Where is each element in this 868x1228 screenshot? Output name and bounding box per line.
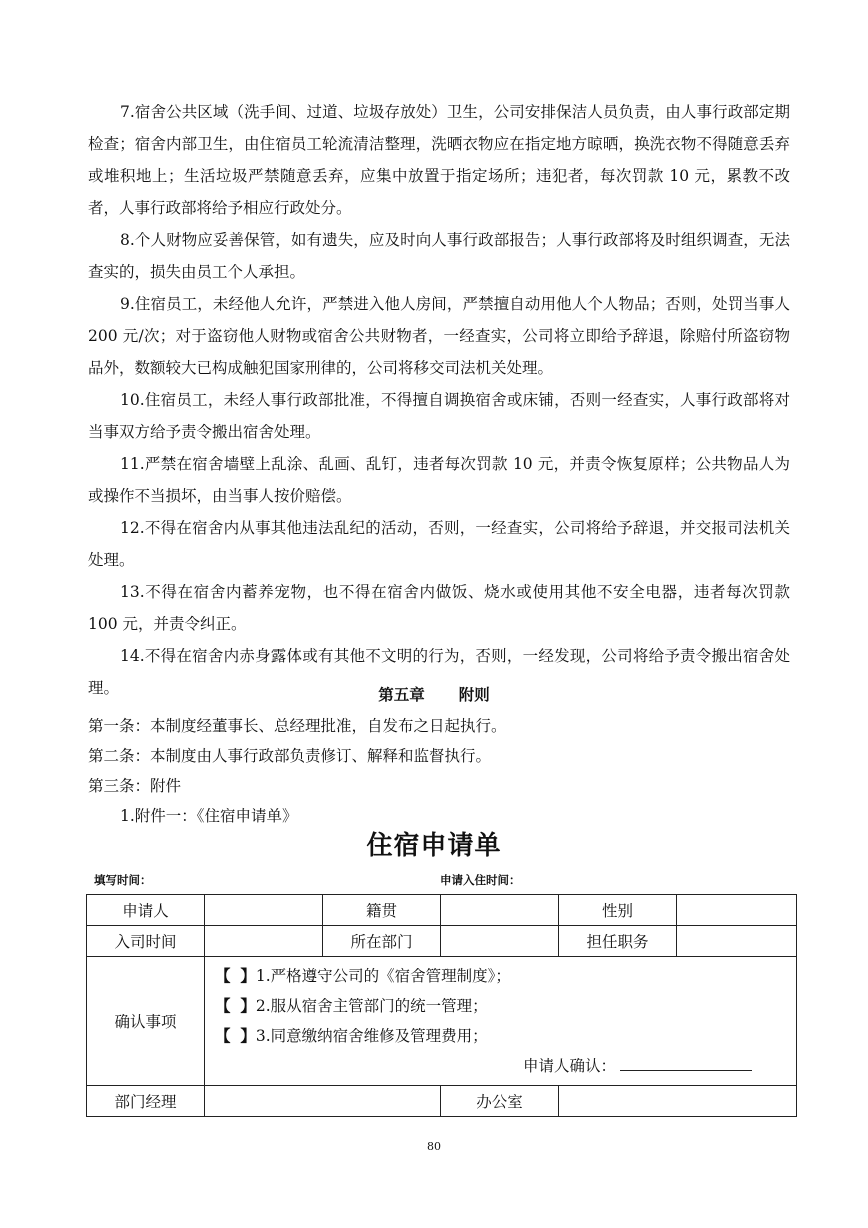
- fill-time-label: 填写时间：: [94, 873, 152, 887]
- confirm-item[interactable]: [215, 961, 788, 991]
- table-row: [87, 957, 797, 1086]
- office-field[interactable]: [559, 1086, 797, 1117]
- confirm-item-text: 3.同意缴纳宿舍维修及管理费用；: [255, 1027, 488, 1045]
- checkbox-open: 【: [215, 997, 231, 1015]
- article-1: 第一条：本制度经董事长、总经理批准，自发布之日起执行。: [88, 717, 507, 735]
- application-form-table: [86, 894, 797, 1117]
- page-number: 80: [427, 1140, 441, 1153]
- chapter-title: 附则: [458, 686, 490, 704]
- rule-10: 10.住宿员工，未经人事行政部批准，不得擅自调换宿舍或床铺，否则一经查实，人事行政部将对当事双方给予责令搬出宿舍处理。: [88, 391, 790, 441]
- gender-label: 性别: [559, 895, 677, 926]
- confirm-item-text: 2.服从宿舍主管部门的统一管理；: [255, 997, 488, 1015]
- position-field[interactable]: [677, 926, 797, 957]
- checkin-time-label: 申请入住时间：: [440, 873, 521, 887]
- confirm-item-text: 1.严格遵守公司的《宿舍管理制度》；: [255, 967, 511, 985]
- gender-field[interactable]: [677, 895, 797, 926]
- checkbox-close: 】: [240, 1027, 256, 1045]
- checkbox-open: 【: [215, 967, 231, 985]
- native-place-label: 籍贯: [323, 895, 441, 926]
- office-label: 办公室: [441, 1086, 559, 1117]
- table-row: [87, 1086, 797, 1117]
- applicant-field[interactable]: [205, 895, 323, 926]
- confirm-items-label: 确认事项: [87, 957, 205, 1086]
- checkbox-close: 】: [240, 997, 256, 1015]
- dept-manager-label: 部门经理: [87, 1086, 205, 1117]
- rule-13: 13.不得在宿舍内蓄养宠物，也不得在宿舍内做饭、烧水或使用其他不安全电器，违者每次罚款 100 元，并责令纠正。: [88, 583, 790, 633]
- applicant-confirm-row: [215, 1051, 788, 1081]
- table-row: [87, 926, 797, 957]
- article-2: 第二条：本制度由人事行政部负责修订、解释和监督执行。: [88, 747, 492, 765]
- entry-date-field[interactable]: [205, 926, 323, 957]
- rule-9: 9.住宿员工，未经他人允许，严禁进入他人房间，严禁擅自动用他人个人物品；否则，处罚当事人 200 元/次；对于盗窃他人财物或宿舍公共财物者，一经查实，公司将立即给予辞退，除赔付所盗窃物品外，数额较大已构成触犯国家刑律的，公司将移交司法机关处理。: [88, 295, 790, 377]
- rule-14: 14.不得在宿舍内赤身露体或有其他不文明的行为，否则，一经发现，公司将给予责令搬出宿舍处理。: [88, 647, 790, 697]
- rule-8: 8.个人财物应妥善保管，如有遗失，应及时向人事行政部报告；人事行政部将及时组织调查，无法查实的，损失由员工个人承担。: [88, 231, 790, 281]
- department-label: 所在部门: [323, 926, 441, 957]
- checkbox-close: 】: [240, 967, 256, 985]
- attachment-line: 1.附件一：《住宿申请单》: [120, 807, 298, 825]
- confirm-items-cell: [205, 957, 797, 1086]
- entry-date-label: 入司时间: [87, 926, 205, 957]
- native-place-field[interactable]: [441, 895, 559, 926]
- rule-7: 7.宿舍公共区域（洗手间、过道、垃圾存放处）卫生，公司安排保洁人员负责，由人事行政部定期检查；宿舍内部卫生，由住宿员工轮流清洁整理，洗晒衣物应在指定地方晾晒，换洗衣物不得随意丢弃或堆积地上；生活垃圾严禁随意丢弃，应集中放置于指定场所；违犯者，每次罚款 10 元，累教不改者，人事行政部将给予相应行政处分。: [88, 103, 790, 217]
- rule-11: 11.严禁在宿舍墙壁上乱涂、乱画、乱钉，违者每次罚款 10 元，并责令恢复原样；公共物品人为或操作不当损坏，由当事人按价赔偿。: [88, 455, 790, 505]
- dept-manager-field[interactable]: [205, 1086, 441, 1117]
- confirm-item[interactable]: [215, 991, 788, 1021]
- table-row: [87, 895, 797, 926]
- position-label: 担任职务: [559, 926, 677, 957]
- applicant-label: 申请人: [87, 895, 205, 926]
- applicant-confirm-label: 申请人确认：: [522, 1057, 616, 1075]
- chapter-number: 第五章: [378, 686, 425, 704]
- form-title: 住宿申请单: [366, 831, 502, 861]
- checkbox-open: 【: [215, 1027, 231, 1045]
- article-3: 第三条：附件: [88, 777, 182, 795]
- confirm-item[interactable]: [215, 1021, 788, 1051]
- chapter-heading: [0, 683, 868, 707]
- applicant-signature-line[interactable]: [620, 1054, 752, 1071]
- department-field[interactable]: [441, 926, 559, 957]
- rule-12: 12.不得在宿舍内从事其他违法乱纪的活动，否则，一经查实，公司将给予辞退，并交报司法机关处理。: [88, 519, 790, 569]
